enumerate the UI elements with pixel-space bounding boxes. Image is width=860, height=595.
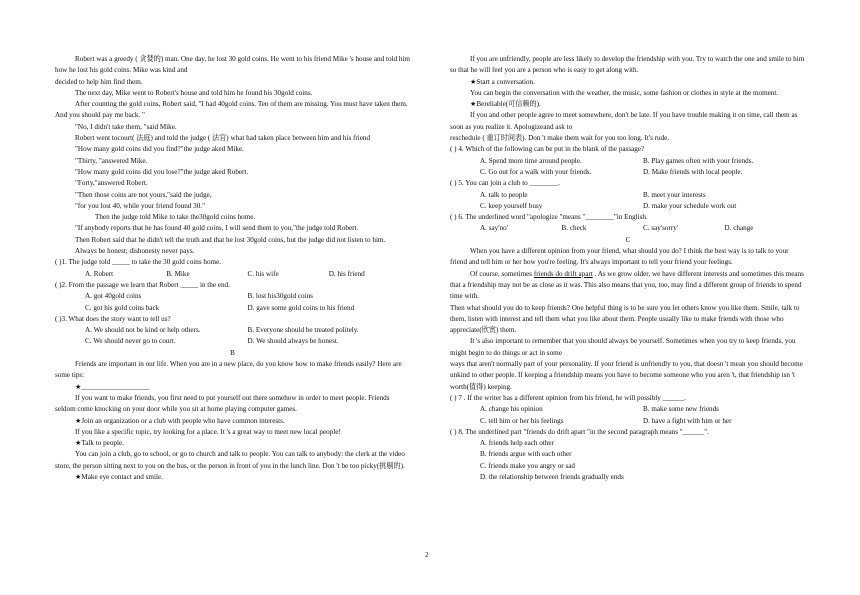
paragraph: ★Join an organization or a club with people who have common interests. [75, 416, 285, 425]
paragraph: You can join a club, go to school, or go to church and talk to people. You can talk to anybody: the clerk at the video store, the person sitting next to you on the bus, or the person in front of you in the lunch line. Don 't be too picky(挑剔的). [55, 450, 405, 470]
option-d: D. We should always be honest. [247, 337, 339, 346]
paragraph: Friends are important in our life. When you are in a new place, do you know how to make friends easily? Here are some tips: [55, 360, 402, 380]
question-4 [450, 144, 806, 178]
paragraph: "Then those coins are not yours,"said the judge, [75, 190, 212, 199]
paragraph: The next day, Mike went to Robert's house and told him he found his 30gold coins. [75, 88, 313, 97]
question-options [55, 325, 410, 348]
paragraph: Robert was a greedy ( 贪婪的) man. One day, he lost 30 gold coins. He went to his friend Mike 's house and told him how he lost his gold coins. Mike was kind and [55, 55, 410, 75]
page-number: 2 [425, 551, 429, 559]
option-b: B. lost his30gold coins [247, 292, 313, 301]
option-d: D. change [724, 224, 754, 233]
question-stem: ( )2. From the passage we learn that Robert _____ in the end. [55, 280, 230, 289]
question-2 [55, 280, 410, 314]
paragraph: "Forty,"answered Robert. [75, 179, 148, 188]
paragraph: ★Talk to people. [75, 439, 124, 448]
question-8 [450, 427, 806, 483]
paragraph: "Thirty, "answered Mike. [75, 156, 148, 165]
question-stem: ( )1. The judge told _____ to take the 30 gold coins home. [55, 258, 222, 267]
option-d: D. Make friends with local people. [643, 167, 743, 176]
paragraph: When you have a different opinion from your friend, what should you do? I think the best way is to talk to your friend and tell him or her how you're feeling. It's always important to tell your friend your feelings. [450, 247, 789, 267]
option-a: A. change his opinion [480, 405, 543, 414]
option-c: C. say'sorry' [643, 224, 679, 233]
right-column [450, 54, 806, 483]
question-5 [450, 178, 806, 212]
option-d: D. his friend [328, 269, 365, 278]
option-b: B. Everyone should be treated politely. [247, 326, 359, 335]
option-b: B. Mike [166, 269, 190, 278]
paragraph: Always be honest; dishonesty never pays. [75, 247, 195, 256]
question-options [450, 156, 806, 179]
question-options [55, 269, 410, 280]
paragraph: ways that aren't normally part of your personality. If your friend is unfriendly to you, that doesn 't mean you should become unkind to other people. If keeping a friendship means you have to become someone who you aren 't, that friendship isn 't worth(值得) keeping. [450, 360, 803, 391]
option-c: C. got his gold coins back [85, 303, 160, 312]
paragraph: "How many gold coins did you find?"the judge aked Mike. [75, 145, 244, 154]
paragraph: Robert went tocourt( 法庭) and told the judge ( 法官) what had taken place between him and his friend [75, 134, 371, 143]
paragraph: Then Robert said that he didn't tell the truth and that he lost 30gold coins, but the judge did not listen to him. [75, 235, 386, 244]
question-stem: ( ) 7 . If the writer has a different opinion from his friend, he will possibly ______. [450, 393, 686, 402]
question-3 [55, 314, 410, 348]
paragraph: If you want to make friends, you first need to put yourself out there somehow in order to meet people. Friends seldom come knocking on your door while you sit at home playing computer games. [55, 393, 390, 414]
question-1 [55, 257, 410, 280]
question-stem: ( ) 4. Which of the following can be put in the blank of the passage? [450, 145, 645, 154]
option-a: A. We should not be kind or help others. [85, 326, 201, 335]
option-a: A. talk to people [480, 190, 528, 199]
section-heading-b: B [230, 348, 235, 357]
paragraph: If you are unfriendly, people are less likely to develop the friendship with you. Try to watch the one and smile to him so that he will feel you are a person who is easy to get along with. [450, 55, 805, 75]
passage-b-part1 [55, 359, 410, 483]
question-options [450, 438, 806, 483]
question-options [450, 190, 806, 213]
question-stem: ( ) 6. The underlined word "apologize "means "________"in English. [450, 213, 648, 222]
passage-b-part2 [450, 54, 806, 144]
question-stem: ( ) 8. The underlined part "friends do drift apart "in the second paragraph means "______". [450, 427, 709, 436]
underlined-phrase: friends do drift apart [533, 269, 593, 278]
question-options [450, 404, 806, 427]
section-heading-c: C [625, 235, 631, 244]
option-a: A. Robert [85, 269, 114, 278]
question-7 [450, 393, 806, 427]
paragraph: If you and other people agree to meet somewhere, don't be late. If you have trouble making it on time, call them as soon as you realize it. Apologizeand ask to [450, 111, 798, 131]
text-fragment: Of course, sometimes [470, 269, 534, 278]
question-options [55, 291, 410, 314]
option-c: C. friends make you angry or sad [480, 461, 575, 470]
option-c: C. tell him or her his feelings [480, 416, 564, 425]
option-a: A. got 40gold coins [85, 292, 142, 301]
paragraph: If you like a specific topic, try looking for a place. It 's a great way to meet new local people! [75, 427, 341, 436]
paragraph: ★___________________ [75, 382, 150, 391]
option-a: A. Spend more time around people. [480, 156, 582, 165]
question-stem: ( ) 5. You can join a club to ________. [450, 179, 560, 188]
paragraph: "for you lost 40, while your friend found 30." [75, 201, 205, 210]
paragraph: You can begin the conversation with the weather, the music, some fashion or clothes in style at the moment. [470, 88, 779, 97]
option-b: B. Play games often with your friends. [643, 156, 754, 165]
paragraph: "If anybody reports that he has found 40 gold coins, I will send them to you,"the judge told Robert. [75, 224, 359, 233]
paragraph: It 's also important to remember that you should always be yourself. Sometimes when you try to keep friends, you might begin to do things or act in some [450, 337, 796, 357]
option-c: C. Go out for a walk with your friends. [480, 167, 592, 176]
option-a: A. say'no' [480, 224, 508, 233]
paragraph: After counting the gold coins, Robert said, "I had 40gold coins. Ten of them are missing. You must have taken them. And you should pay me back. " [55, 100, 408, 120]
text-fragment: . As we grow older, we have different interests and sometimes this means that a friendship may not be as close as it was. This also means that you, too, may find a different group of friends to spend time with. [450, 269, 804, 301]
paragraph: Then what should you do to keep friends? One helpful thing is to be sure you let others know you like them. Smile, talk to them, listen with interest and tell them what you like about them. People usually like to make friends with those who appreciate(欣赏) them. [450, 303, 800, 335]
question-stem: ( )3. What does the story want to tell us? [55, 314, 171, 323]
paragraph [450, 269, 806, 303]
option-d: D. make your schedule work out [643, 201, 737, 210]
option-c: C. We should never go to court. [85, 337, 176, 346]
left-column [55, 54, 410, 483]
passage-a [55, 54, 410, 257]
paragraph: reschedule ( 重订时间表). Don 't make them wait for you too long. It's rude. [450, 134, 670, 143]
option-d: D. gave some gold coins to his friend [247, 303, 355, 312]
option-d: D. the relationship between friends gradually ends [480, 472, 624, 481]
paragraph: ★Make eye contact and smile. [75, 472, 163, 481]
option-b: B. friends argue with each other [480, 450, 572, 459]
paragraph: "No, I didn't take them, "said Mike. [75, 122, 177, 131]
option-b: B. make some new friends [643, 405, 719, 414]
option-d: D. have a fight with him or her [643, 416, 732, 425]
paragraph: Then the judge told Mike to take the30gold coins home. [95, 213, 256, 222]
option-b: B. meet your interests [643, 190, 706, 199]
paragraph: "How many gold coins did you lose?"the judge aked Robert. [75, 167, 249, 176]
option-b: B. check [561, 224, 587, 233]
option-a: A. friends help each other [480, 439, 554, 448]
passage-c-rest [450, 303, 806, 393]
paragraph: decided to help him find them. [55, 77, 143, 86]
option-c: C. his wife [247, 269, 279, 278]
paragraph: ★Bereliable(可信赖的). [470, 100, 541, 109]
paragraph: ★Start a conversation. [470, 77, 535, 86]
question-options [450, 223, 806, 234]
question-6 [450, 212, 806, 235]
option-c: C. keep yourself busy [480, 201, 543, 210]
